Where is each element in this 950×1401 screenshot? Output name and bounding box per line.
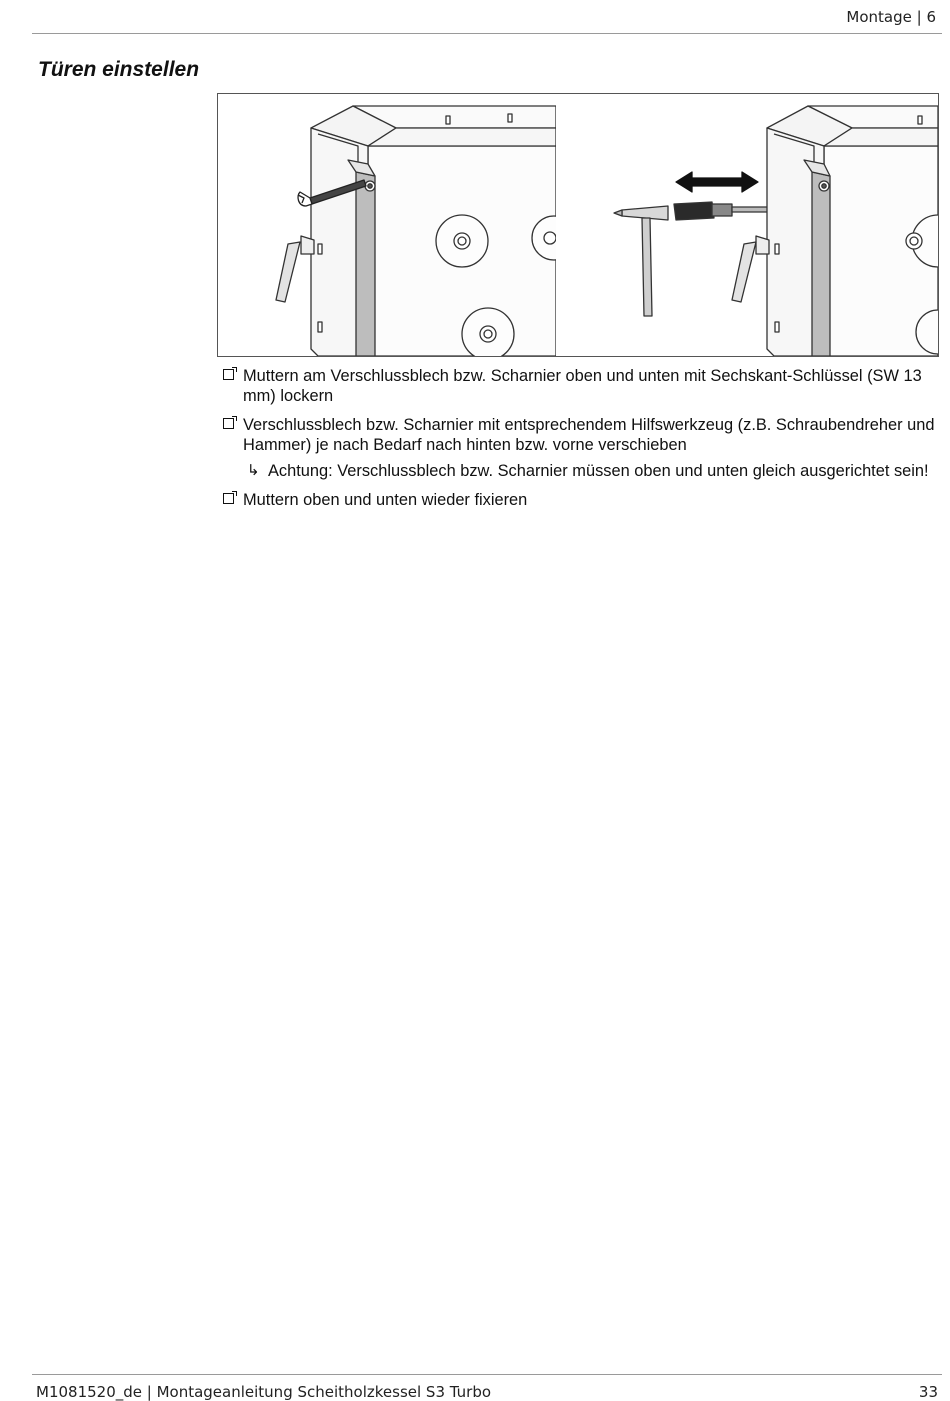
hammer-icon [614, 206, 668, 316]
step-text: Verschlussblech bzw. Scharnier mit entsprechendem Hilfswerkzeug (z.B. Schraubendreher und Hammer) je nach Bedarf nach hinten bzw. vorne verschieben [243, 416, 935, 454]
header-section: Montage | 6 [846, 8, 936, 26]
page-title: Türen einstellen [38, 58, 200, 81]
left-boiler-drawing [276, 106, 576, 356]
footer-document-id: M1081520_de | Montageanleitung Scheitholzkessel S3 Turbo [36, 1383, 492, 1401]
step-result [222, 461, 942, 481]
illustration [217, 93, 939, 357]
page-number: 33 [918, 1383, 938, 1401]
step-item [222, 490, 942, 510]
step-text: Muttern am Verschlussblech bzw. Scharnier oben und unten mit Sechskant-Schlüssel (SW 13 mm) lockern [243, 367, 922, 405]
step-checkbox-icon [223, 493, 234, 504]
step-text: Muttern oben und unten wieder fixieren [243, 491, 528, 509]
step-checkbox-icon [223, 418, 234, 429]
double-arrow-icon [676, 172, 758, 192]
step-item [222, 366, 942, 406]
result-arrow-icon: ↳ [247, 462, 260, 479]
step-item [222, 415, 942, 455]
page-header [32, 0, 942, 34]
step-checkbox-icon [223, 369, 234, 380]
instruction-list [222, 366, 942, 519]
right-boiler-drawing [732, 106, 938, 356]
page-footer [32, 1374, 942, 1401]
step-result-text: Achtung: Verschlussblech bzw. Scharnier müssen oben und unten gleich ausgerichtet sein! [268, 462, 929, 480]
